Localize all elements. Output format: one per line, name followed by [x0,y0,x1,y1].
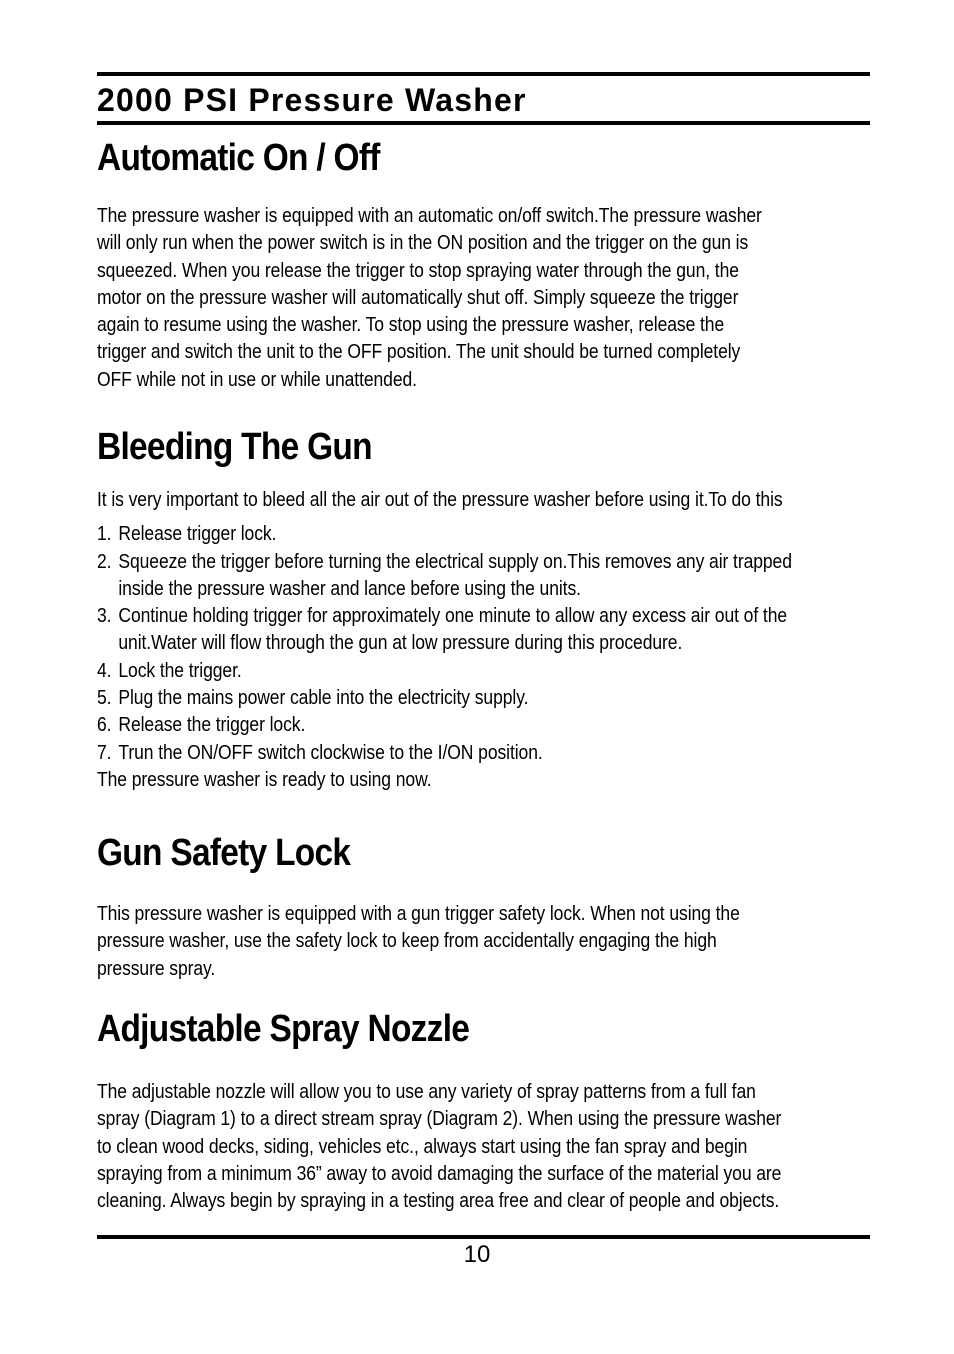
section-gun-safety-lock [97,831,877,982]
section-body [97,486,877,793]
text-line: This pressure washer is equipped with a gun trigger safety lock. When not using the [97,902,740,925]
header-top-rule [97,72,870,76]
section-bleeding-the-gun [97,425,877,793]
list-item [97,657,877,684]
step-number: 1. [97,522,112,546]
section-body [97,1078,877,1214]
step-number: 5. [97,686,112,710]
text-line: pressure spray. [97,956,216,980]
section-automatic-on-off [97,136,877,393]
step-text: Trun the ON/OFF switch clockwise to the I/ON position. [118,740,543,764]
text-line: OFF while not in use or while unattended. [97,367,417,391]
section-body [97,202,877,393]
step-text: Continue holding trigger for approximately one minute to allow any excess air out of the [118,604,788,628]
list-item [97,684,877,711]
section-heading: Automatic On / Off [97,137,380,179]
section-heading: Adjustable Spray Nozzle [97,1008,470,1050]
text-line: pressure washer, use the safety lock to keep from accidentally engaging the high [97,929,717,953]
section-heading: Gun Safety Lock [97,832,351,874]
list-item [97,711,877,738]
text-line: to clean wood decks, siding, vehicles etc., always start using the fan spray and begin [97,1134,748,1158]
text-line: spray (Diagram 1) to a direct stream spray (Diagram 2). When using the pressure washer [97,1107,782,1131]
text-line: The pressure washer is equipped with an automatic on/off switch.The pressure washer [97,204,762,227]
text-line: will only run when the power switch is in the ON position and the trigger on the gun is [97,231,749,255]
text-line: spraying from a minimum 36” away to avoid damaging the surface of the material you are [97,1161,782,1185]
page-number: 10 [463,1241,491,1268]
list-item [97,602,877,657]
section-heading: Bleeding The Gun [97,426,372,468]
list-item [97,548,877,603]
step-text: Release trigger lock. [118,522,277,546]
text-line: again to resume using the washer. To stop using the pressure washer, release the [97,313,725,337]
header-bottom-rule [97,121,870,125]
step-text: Plug the mains power cable into the electricity supply. [118,686,529,710]
section-body [97,900,877,982]
document-title: 2000 PSI Pressure Washer [97,82,527,118]
step-number: 3. [97,604,112,628]
step-text: Release the trigger lock. [118,713,306,737]
step-text: Lock the trigger. [118,658,242,682]
intro-text: It is very important to bleed all the air out of the pressure washer before using it.To do this [97,488,783,511]
step-number: 4. [97,658,112,682]
text-line: The adjustable nozzle will allow you to use any variety of spray patterns from a full fan [97,1080,756,1103]
text-line: trigger and switch the unit to the OFF position. The unit should be turned completely [97,340,741,364]
step-number: 7. [97,740,112,764]
section-adjustable-spray-nozzle [97,1007,877,1214]
list-item [97,739,877,766]
closing-text: The pressure washer is ready to using now. [97,767,432,791]
step-text: unit.Water will flow through the gun at low pressure during this procedure. [118,631,683,655]
text-line: motor on the pressure washer will automatically shut off. Simply squeeze the trigger [97,285,739,309]
step-text: Squeeze the trigger before turning the electrical supply on.This removes any air trapped [118,549,792,573]
list-item [97,520,877,547]
steps-list [97,520,877,766]
text-line: squeezed. When you release the trigger to stop spraying water through the gun, the [97,258,739,282]
step-number: 6. [97,713,112,737]
step-text: inside the pressure washer and lance before using the units. [118,576,581,600]
step-number: 2. [97,549,112,573]
footer-rule [97,1235,870,1239]
text-line: cleaning. Always begin by spraying in a testing area free and clear of people and objects. [97,1189,780,1213]
